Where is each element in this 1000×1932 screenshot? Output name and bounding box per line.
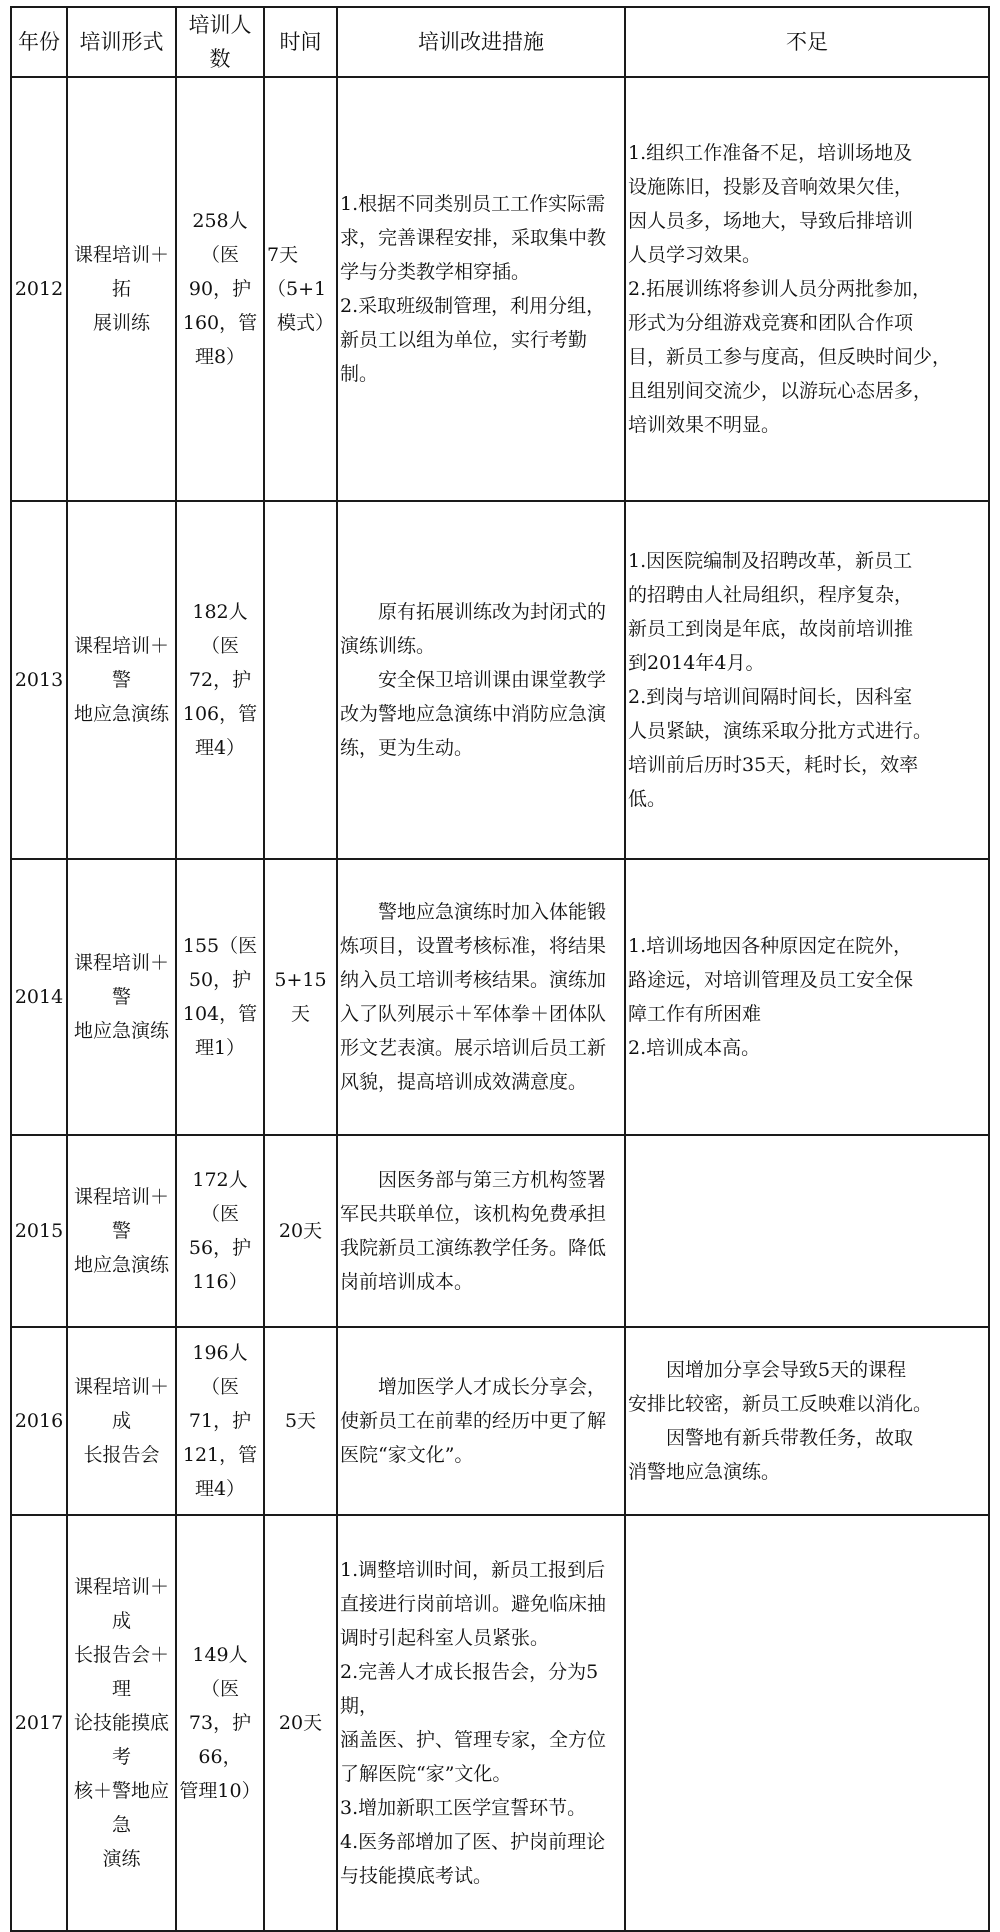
measures-line: 与技能摸底考试。 [340, 1865, 493, 1887]
form-line: 核＋警地应急 [73, 1780, 169, 1836]
time-cell [264, 859, 337, 1135]
time-cell [264, 1135, 337, 1327]
time-line: 模式） [277, 312, 335, 334]
count-cell [176, 501, 264, 859]
count-line: 121，管理4） [182, 1444, 258, 1500]
form-line: 论技能摸底考 [73, 1712, 169, 1768]
measures-line: 医院“家文化”。 [340, 1444, 474, 1466]
shortcomings-line: 目，新员工参与度高，但反映时间少， [628, 346, 952, 368]
measures-line: 直接进行岗前培训。避免临床抽 [340, 1593, 607, 1615]
year-cell: 2013 [11, 501, 67, 859]
form-line: 课程培训＋警 [73, 1186, 169, 1242]
shortcomings-cell [625, 501, 989, 859]
measures-line: 2.采取班级制管理，利用分组， [340, 295, 606, 317]
measures-line: 演练训练。 [340, 635, 436, 657]
form-line: 课程培训＋拓 [73, 244, 169, 300]
time-line: 20天 [278, 1220, 323, 1242]
shortcomings-line: 2.到岗与培训间隔时间长，因科室 [628, 686, 913, 708]
measures-line: 练，更为生动。 [340, 737, 474, 759]
training-table [10, 6, 990, 1932]
table-row [11, 501, 989, 859]
form-line: 地应急演练 [73, 703, 169, 725]
count-line: 182人（医 [192, 601, 248, 657]
header-shortcomings: 不足 [625, 7, 989, 77]
count-line: 管理10） [179, 1780, 261, 1802]
year-cell: 2016 [11, 1327, 67, 1515]
shortcomings-line: 形式为分组游戏竞赛和团队合作项 [628, 312, 914, 334]
measures-line: 3.增加新职工医学宣誓环节。 [340, 1797, 587, 1819]
shortcomings-line: 且组别间交流少，以游玩心态居多， [628, 380, 933, 402]
measures-line: 改为警地应急演练中消防应急演 [340, 703, 607, 725]
header-form: 培训形式 [67, 7, 176, 77]
measures-line: 了解医院“家”文化。 [340, 1763, 512, 1785]
form-cell [67, 859, 176, 1135]
shortcomings-line: 新员工到岗是年底，故岗前培训推 [628, 618, 914, 640]
shortcomings-line: 安排比较密，新员工反映难以消化。 [628, 1393, 933, 1415]
count-line: 106，管理4） [182, 703, 258, 759]
measures-line: 入了队列展示＋军体拳＋团体队 [340, 1003, 607, 1025]
measures-line: 使新员工在前辈的经历中更了解 [340, 1410, 607, 1432]
time-line: 7天（5+1 [267, 244, 327, 300]
count-cell [176, 77, 264, 501]
measures-line: 1.根据不同类别员工工作实际需 [340, 193, 606, 215]
form-line: 地应急演练 [73, 1020, 169, 1042]
form-line: 演练 [102, 1848, 141, 1870]
measures-cell [337, 859, 625, 1135]
count-line: 155（医 [182, 935, 258, 957]
measures-line: 增加医学人才成长分享会， [378, 1376, 607, 1398]
measures-line: 炼项目，设置考核标准，将结果 [340, 935, 607, 957]
count-line: 56，护 [188, 1237, 252, 1259]
form-cell [67, 501, 176, 859]
count-line: 116） [192, 1271, 248, 1293]
count-line: 50，护 [188, 969, 252, 991]
count-line: 104，管理1） [182, 1003, 258, 1059]
shortcomings-line: 因警地有新兵带教任务，故取 [666, 1427, 914, 1449]
year-cell: 2017 [11, 1515, 67, 1931]
form-line: 课程培训＋警 [73, 952, 169, 1008]
form-line: 课程培训＋警 [73, 635, 169, 691]
count-cell [176, 1515, 264, 1931]
header-measures: 培训改进措施 [337, 7, 625, 77]
count-line: 172人（医 [192, 1169, 248, 1225]
shortcomings-cell [625, 1135, 989, 1327]
shortcomings-cell [625, 859, 989, 1135]
shortcomings-line: 培训前后历时35天，耗时长，效率 [628, 754, 919, 776]
measures-line: 因医务部与第三方机构签署 [378, 1169, 607, 1191]
measures-line: 风貌，提高培训成效满意度。 [340, 1071, 588, 1093]
measures-line: 4.医务部增加了医、护岗前理论 [340, 1831, 606, 1853]
training-table-container [10, 6, 988, 1932]
shortcomings-line: 因增加分享会导致5天的课程 [666, 1359, 907, 1381]
measures-cell [337, 1327, 625, 1515]
form-cell [67, 1327, 176, 1515]
count-cell [176, 1135, 264, 1327]
measures-line: 纳入员工培训考核结果。演练加 [340, 969, 607, 991]
table-row [11, 859, 989, 1135]
shortcomings-line: 人员紧缺，演练采取分批方式进行。 [628, 720, 933, 742]
measures-cell [337, 501, 625, 859]
measures-cell [337, 77, 625, 501]
time-cell [264, 77, 337, 501]
form-line: 地应急演练 [73, 1254, 169, 1276]
measures-line: 涵盖医、护、管理专家，全方位 [340, 1729, 607, 1751]
header-row [11, 7, 989, 77]
year-cell: 2014 [11, 859, 67, 1135]
form-line: 长报告会 [83, 1444, 160, 1466]
shortcomings-line: 1.因医院编制及招聘改革，新员工 [628, 550, 913, 572]
count-line: 73，护66， [188, 1712, 252, 1768]
measures-line: 2.完善人才成长报告会，分为5期， [340, 1661, 599, 1717]
count-cell [176, 1327, 264, 1515]
shortcomings-line: 2.拓展训练将参训人员分两批参加， [628, 278, 932, 300]
time-cell [264, 1515, 337, 1931]
measures-line: 原有拓展训练改为封闭式的 [378, 601, 607, 623]
time-cell [264, 501, 337, 859]
shortcomings-line: 培训效果不明显。 [628, 414, 781, 436]
time-line: 20天 [278, 1712, 323, 1734]
table-row [11, 1515, 989, 1931]
measures-line: 军民共联单位，该机构免费承担 [340, 1203, 607, 1225]
shortcomings-line: 到2014年4月。 [628, 652, 765, 674]
year-cell: 2012 [11, 77, 67, 501]
form-cell [67, 1515, 176, 1931]
measures-cell [337, 1135, 625, 1327]
form-line: 课程培训＋成 [73, 1576, 169, 1632]
time-line: 5天 [284, 1410, 317, 1432]
form-line: 展训练 [92, 312, 150, 334]
shortcomings-line: 因人员多，场地大，导致后排培训 [628, 210, 914, 232]
form-cell [67, 1135, 176, 1327]
measures-cell [337, 1515, 625, 1931]
count-line: 72，护 [188, 669, 252, 691]
form-cell [67, 77, 176, 501]
shortcomings-line: 路途远，对培训管理及员工安全保 [628, 969, 914, 991]
measures-line: 求，完善课程安排，采取集中教 [340, 227, 607, 249]
count-cell [176, 859, 264, 1135]
shortcomings-cell [625, 77, 989, 501]
shortcomings-line: 1.培训场地因各种原因定在院外， [628, 935, 913, 957]
form-line: 课程培训＋成 [73, 1376, 169, 1432]
measures-line: 学与分类教学相穿插。 [340, 261, 531, 283]
count-line: 160，管理8） [182, 312, 258, 368]
header-year: 年份 [11, 7, 67, 77]
shortcomings-line: 消警地应急演练。 [628, 1461, 781, 1483]
measures-line: 警地应急演练时加入体能锻 [378, 901, 607, 923]
measures-line: 新员工以组为单位，实行考勤制。 [340, 329, 588, 385]
count-line: 258人（医 [192, 210, 248, 266]
count-line: 71，护 [188, 1410, 252, 1432]
shortcomings-line: 障工作有所困难 [628, 1003, 762, 1025]
table-row [11, 1327, 989, 1515]
shortcomings-line: 1.组织工作准备不足，培训场地及 [628, 142, 913, 164]
header-time: 时间 [264, 7, 337, 77]
measures-line: 岗前培训成本。 [340, 1271, 474, 1293]
shortcomings-line: 2.培训成本高。 [628, 1037, 761, 1059]
table-row [11, 1135, 989, 1327]
count-line: 149人（医 [192, 1644, 248, 1700]
time-line: 5+15天 [274, 969, 327, 1025]
measures-line: 我院新员工演练教学任务。降低 [340, 1237, 607, 1259]
header-count: 培训人数 [176, 7, 264, 77]
measures-line: 安全保卫培训课由课堂教学 [378, 669, 607, 691]
shortcomings-cell [625, 1327, 989, 1515]
shortcomings-line: 设施陈旧，投影及音响效果欠佳， [628, 176, 914, 198]
measures-line: 形文艺表演。展示培训后员工新 [340, 1037, 607, 1059]
time-cell [264, 1327, 337, 1515]
count-line: 196人（医 [192, 1342, 248, 1398]
shortcomings-line: 人员学习效果。 [628, 244, 762, 266]
shortcomings-line: 的招聘由人社局组织，程序复杂， [628, 584, 914, 606]
year-cell: 2015 [11, 1135, 67, 1327]
measures-line: 1.调整培训时间，新员工报到后 [340, 1559, 606, 1581]
shortcomings-cell [625, 1515, 989, 1931]
measures-line: 调时引起科室人员紧张。 [340, 1627, 550, 1649]
shortcomings-line: 低。 [628, 788, 667, 810]
table-row [11, 77, 989, 501]
form-line: 长报告会＋理 [73, 1644, 169, 1700]
count-line: 90，护 [188, 278, 252, 300]
